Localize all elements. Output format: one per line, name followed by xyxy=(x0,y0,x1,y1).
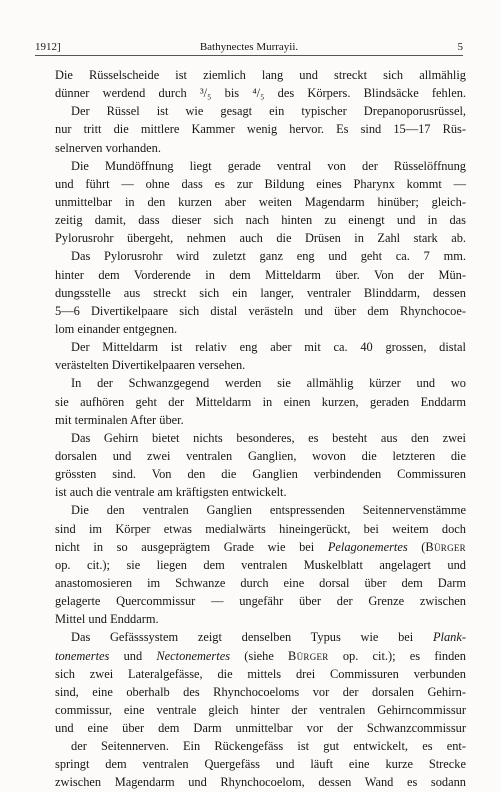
header-year: 1912] xyxy=(35,41,61,53)
text-run: dungsstelle aus streckt sich ein langer, ventraler Blinddarm, dessen xyxy=(55,285,466,300)
text-line xyxy=(55,647,466,665)
text-line xyxy=(55,429,466,447)
text-line xyxy=(55,501,466,519)
header-title: Bathynectes Murrayii. xyxy=(199,41,299,53)
text-line xyxy=(55,719,466,737)
text-line xyxy=(55,755,466,773)
text-line xyxy=(55,520,466,538)
text-run: sich zwei Lateralgefässe, die mittels drei Commissuren verbunden xyxy=(55,666,466,681)
text-run: anastomosieren im Schwanze durch eine dorsal über dem Darm xyxy=(55,575,466,590)
text-line xyxy=(55,538,466,556)
text-line xyxy=(55,483,466,501)
text-line xyxy=(55,556,466,574)
text-line xyxy=(55,574,466,592)
text-line xyxy=(55,610,466,628)
text-run: Die Mundöffnung liegt gerade ventral von der Rüsselöffnung xyxy=(71,158,466,173)
text-line xyxy=(55,157,466,175)
text-run: commissur, eine ventrale gleich hinter der ventralen Gehirncommissur xyxy=(55,702,466,717)
text-run: Mittel und Enddarm. xyxy=(55,612,159,627)
text-line xyxy=(55,701,466,719)
text-run: Das Gehirn bietet nichts besonderes, es besteht aus den zwei xyxy=(71,430,466,445)
text-line xyxy=(55,120,466,138)
text-run: dünner werdend durch ³/₅ bis ⁴/₅ des Körpers. Blindsäcke fehlen. xyxy=(55,86,466,101)
text-run: sind im Körper etwas medialwärts hineingerückt, bei weitem doch xyxy=(55,521,466,536)
text-line xyxy=(55,284,466,302)
text-run: Die Rüsselscheide ist ziemlich lang und streckt sich allmählig xyxy=(55,68,466,82)
italic-taxon-name: Nectonemertes xyxy=(156,648,231,663)
text-line xyxy=(55,393,466,411)
text-run: zwischen Magendarm und Rhynchocoelom, dessen Wand es sodann xyxy=(55,775,466,790)
body-text xyxy=(55,66,466,792)
text-line xyxy=(55,302,466,320)
italic-taxon-name: Plank- xyxy=(432,630,466,645)
text-line xyxy=(55,211,466,229)
text-line xyxy=(55,338,466,356)
text-line xyxy=(55,84,466,102)
italic-taxon-name: Pelagonemertes xyxy=(327,539,408,554)
text-run: ( xyxy=(407,539,426,554)
text-run: und eine über dem Darm unmittelbar vor der Schwanzcommissur xyxy=(55,721,466,736)
text-line xyxy=(55,247,466,265)
text-line xyxy=(55,773,466,791)
text-run: op. cit.); es finden xyxy=(328,648,466,663)
text-run: sind, eine oberhalb des Rhynchocoeloms vor der dorsalen Gehirn- xyxy=(55,684,466,699)
text-run: Der Rüssel ist wie gesagt ein typischer Drepanoporusrüssel, xyxy=(71,104,466,119)
text-line xyxy=(55,175,466,193)
italic-taxon-name: tonemertes xyxy=(55,648,110,663)
author-name: Bürger xyxy=(425,539,466,554)
text-line xyxy=(55,320,466,338)
text-run: Der Mitteldarm ist relativ eng aber mit ca. 40 grossen, distal xyxy=(71,340,466,355)
text-run: nicht in so ausgeprägtem Grade wie bei xyxy=(55,539,328,554)
text-line xyxy=(55,683,466,701)
text-run: 5—6 Divertikelpaare sich distal verästeln und über dem Rhynchocoe- xyxy=(55,303,466,318)
text-run: op. cit.); sie liegen dem ventralen Muskelblatt angelagert und xyxy=(55,557,466,572)
text-line xyxy=(55,447,466,465)
text-run: springt dem ventralen Quergefäss und läuft eine kurze Strecke xyxy=(55,757,466,772)
text-run: In der Schwanzgegend werden sie allmählig kürzer und wo xyxy=(71,376,466,391)
text-run: verästelten Divertikelpaaren versehen. xyxy=(55,358,246,373)
text-run: lom einander entgegnen. xyxy=(55,321,178,336)
text-run: Das Gefässsystem zeigt denselben Typus wie bei xyxy=(71,630,433,645)
text-run: grössten sind. Von den die Ganglien verbindenden Commissuren xyxy=(55,467,466,482)
text-line xyxy=(55,356,466,374)
text-run: und xyxy=(109,648,157,663)
text-run: Pylorusrohr übergeht, nehmen auch die Drüsen in Zahl stark ab. xyxy=(55,231,466,246)
text-line xyxy=(55,737,466,755)
text-run: dorsalen und zwei ventralen Ganglien, wovon die letzteren die xyxy=(55,448,466,463)
text-run: unmittelbar in den kurzen aber weiten Magendarm hinüber; gleich- xyxy=(55,194,466,209)
text-run: Die den ventralen Ganglien entspressenden Seitennervenstämme xyxy=(71,503,466,518)
text-line xyxy=(55,193,466,211)
text-line xyxy=(55,628,466,646)
text-line xyxy=(55,102,466,120)
text-run: hinter dem Vorderende in dem Mitteldarm über. Von der Mün- xyxy=(55,267,466,282)
text-line xyxy=(55,411,466,429)
text-run: nur tritt die mittlere Kammer wenig hervor. Es sind 15—17 Rüs- xyxy=(55,122,466,137)
text-line xyxy=(55,66,466,84)
text-run: der Seitennerven. Ein Rückengefäss ist gut entwickelt, es ent- xyxy=(71,739,466,754)
text-line xyxy=(55,665,466,683)
text-line xyxy=(55,266,466,284)
text-run: sie aufhören geht der Mitteldarm in einen kurzen, geraden Enddarm xyxy=(55,394,466,409)
text-run: mit terminalen After über. xyxy=(55,412,184,427)
text-run: Das Pylorusrohr wird zuletzt ganz eng und geht ca. 7 mm. xyxy=(71,249,466,264)
text-run: ist auch die ventrale am kräftigsten entwickelt. xyxy=(55,485,287,500)
text-line xyxy=(55,465,466,483)
text-line xyxy=(55,592,466,610)
page-number: 5 xyxy=(457,41,463,53)
text-run: zeitig damit, dass dieser sich nach hinten zu einengt und in das xyxy=(55,213,466,228)
text-run: und führt — ohne dass es zur Bildung eines Pharynx kommt — xyxy=(55,176,466,191)
text-line xyxy=(55,374,466,392)
header-rule xyxy=(35,55,463,56)
running-header xyxy=(35,41,463,55)
author-name: Bürger xyxy=(288,648,329,663)
text-run: gelagerte Quercommissur — ungefähr über der Grenze zwischen xyxy=(55,594,466,609)
text-run: (siehe xyxy=(230,648,289,663)
text-line xyxy=(55,139,466,157)
text-run: selnerven vorhanden. xyxy=(55,140,161,155)
text-line xyxy=(55,229,466,247)
